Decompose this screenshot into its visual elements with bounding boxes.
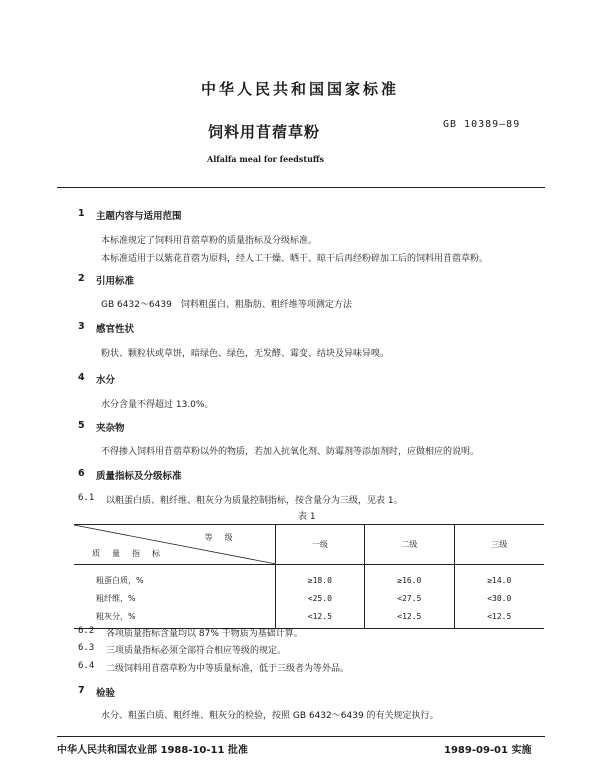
footer-issued: 中华人民共和国农业部 1988-10-11 批准 bbox=[57, 745, 248, 756]
clause-6-4-text: 二级饲料用苜蓿草粉为中等质量标准，低于三级者为等外品。 bbox=[106, 664, 350, 674]
section-7-para-1: 水分、粗蛋白质、粗纤维、粗灰分的检验，按照 GB 6432～6439 的有关规定执行。 bbox=[101, 711, 439, 721]
section-1-para-1: 本标准规定了饲料用苜蓿草粉的质量指标及分级标准。 bbox=[101, 236, 318, 246]
section-3-para-1: 粉状、颗粒状或草饼，暗绿色、绿色，无发酵、霉变、结块及异味异嗅。 bbox=[101, 349, 390, 359]
header-grade-label: 等 级 bbox=[204, 533, 235, 542]
gb-number: GB 10389—89 bbox=[443, 119, 521, 130]
section-3-title: 感官性状 bbox=[96, 324, 135, 335]
section-6-title: 质量指标及分级标准 bbox=[96, 471, 182, 482]
footer-rule bbox=[57, 736, 545, 737]
table-cell: ≥16.0 bbox=[365, 565, 454, 590]
section-4-para-1: 水分含量不得超过 13.0%。 bbox=[101, 400, 214, 410]
section-7-number: 7 bbox=[78, 685, 85, 696]
section-7-title: 检验 bbox=[96, 688, 116, 699]
standard-title: 中华人民共和国国家标准 bbox=[200, 80, 399, 98]
clause-6-1-number: 6.1 bbox=[78, 493, 95, 503]
clause-6-1-text: 以粗蛋白质、粗纤维、粗灰分为质量控制指标，按含量分为三级，见表 1。 bbox=[106, 496, 403, 506]
table-cell: <25.0 bbox=[275, 589, 364, 607]
clause-6-2-text: 各项质量指标含量均以 87% 干物质为基础计算。 bbox=[106, 629, 303, 639]
table-caption: 表 1 bbox=[298, 512, 316, 522]
table-cell: <27.5 bbox=[365, 589, 454, 607]
document-title: 饲料用苜蓿草粉 bbox=[208, 123, 321, 141]
grade-table bbox=[74, 524, 544, 629]
section-2-para-1: GB 6432～6439 饲料粗蛋白、粗脂肪、粗纤维等项测定方法 bbox=[101, 300, 352, 310]
table-cell: ≥18.0 bbox=[275, 565, 364, 590]
table-row bbox=[74, 589, 544, 607]
grade-header-2: 二级 bbox=[365, 525, 454, 565]
section-4-number: 4 bbox=[78, 372, 85, 383]
table-cell: <30.0 bbox=[454, 589, 544, 607]
header-rule bbox=[57, 187, 545, 188]
section-5-title: 夹杂物 bbox=[96, 423, 125, 434]
table-cell: <12.5 bbox=[275, 607, 364, 629]
section-2-title: 引用标准 bbox=[96, 276, 135, 287]
table-header-diagonal-cell bbox=[74, 525, 275, 565]
section-1-number: 1 bbox=[78, 208, 85, 219]
english-title: Alfalfa meal for feedstuffs bbox=[207, 154, 324, 164]
clause-6-3-number: 6.3 bbox=[78, 643, 95, 653]
section-1-para-2: 本标准适用于以紫花苜蓿为原料，经人工干燥、晒干、晾干后再经粉碎加工后的饲料用苜蓿草粉。 bbox=[101, 254, 489, 264]
table-cell: <12.5 bbox=[365, 607, 454, 629]
grade-header-3: 三级 bbox=[454, 525, 544, 565]
row-label-ash: 粗灰分，% bbox=[74, 607, 275, 629]
grade-header-1: 一级 bbox=[275, 525, 364, 565]
footer-effective: 1989-09-01 实施 bbox=[444, 745, 532, 756]
section-2-number: 2 bbox=[78, 273, 85, 284]
row-label-fiber: 粗纤维，% bbox=[96, 593, 136, 603]
table-row bbox=[74, 565, 544, 590]
section-5-para-1: 不得掺入饲料用苜蓿草粉以外的物质，若加入抗氧化剂、防霉剂等添加剂时，应做相应的说明。 bbox=[101, 447, 480, 457]
table-cell: <12.5 bbox=[454, 607, 544, 629]
section-3-number: 3 bbox=[78, 321, 85, 332]
table-cell: ≥14.0 bbox=[454, 565, 544, 590]
clause-6-2-number: 6.2 bbox=[78, 626, 95, 636]
table-header-row bbox=[74, 525, 544, 565]
section-1-title: 主题内容与适用范围 bbox=[96, 211, 182, 222]
section-5-number: 5 bbox=[78, 420, 85, 431]
clause-6-4-number: 6.4 bbox=[78, 661, 95, 671]
section-6-number: 6 bbox=[78, 468, 85, 479]
clause-6-3-text: 三项质量指标必须全部符合相应等级的规定。 bbox=[106, 646, 287, 656]
row-label-protein: 粗蛋白质，% bbox=[96, 575, 144, 585]
header-index-label: 质 量 指 标 bbox=[92, 549, 162, 558]
section-4-title: 水分 bbox=[96, 375, 116, 386]
